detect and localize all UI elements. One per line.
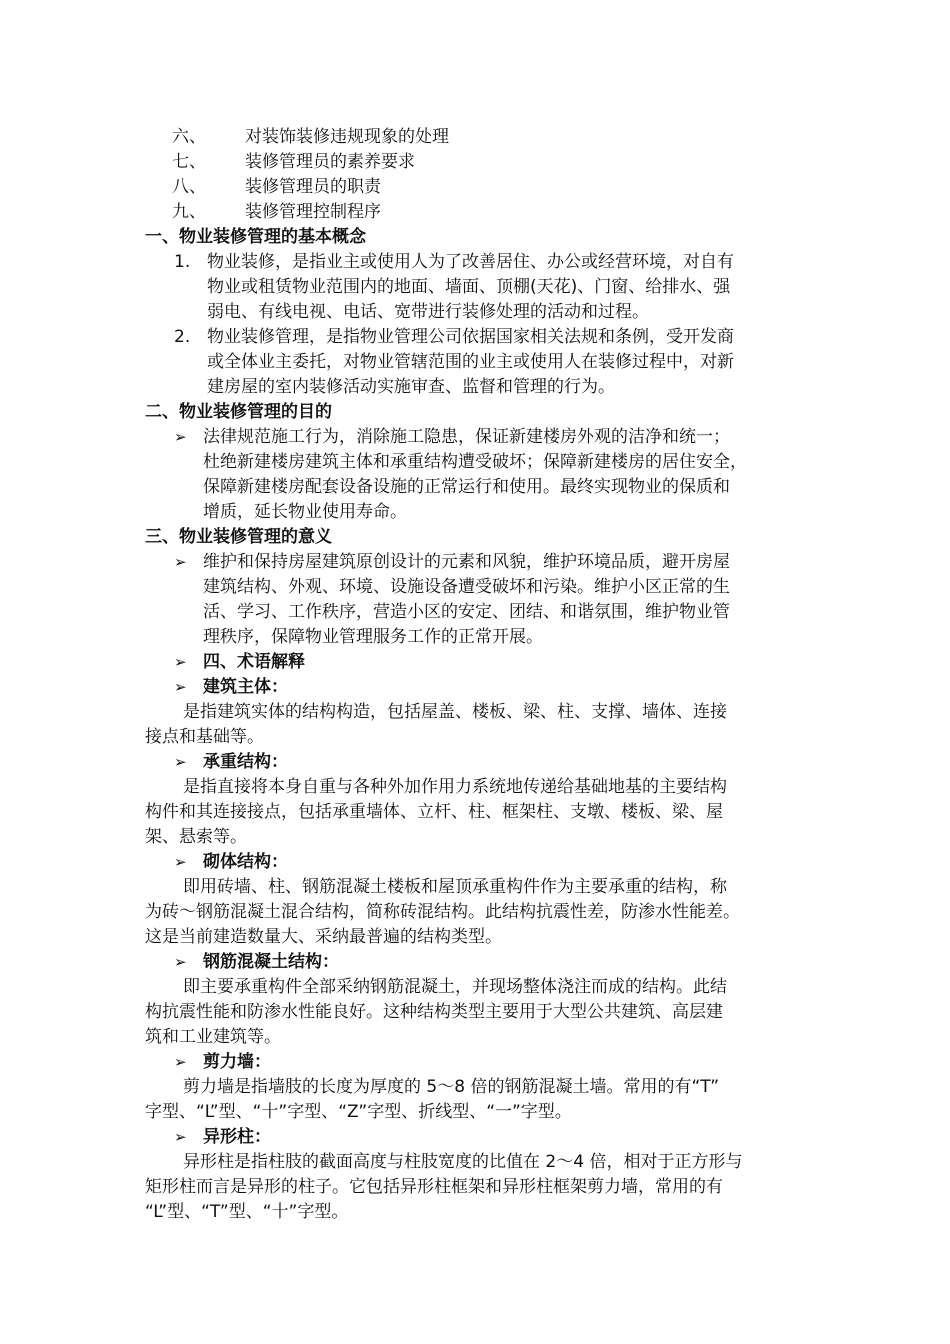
paragraph-line: 维护和保持房屋建筑原创设计的元素和风貌，维护环境品质，避开房屋: [203, 552, 730, 572]
paragraph-line: 理秩序，保障物业管理服务工作的正常开展。: [203, 627, 543, 647]
paragraph-line: 架、悬索等。: [145, 827, 247, 847]
arrow-bullet-icon: ➢: [174, 853, 187, 871]
paragraph-line: 弱电、有线电视、电话、宽带进行装修处理的活动和过程。: [207, 302, 649, 322]
paragraph-line: 法律规范施工行为，消除施工隐患，保证新建楼房外观的洁净和统一；: [203, 427, 730, 447]
paragraph-line: 保障新建楼房配套设备设施的正常运行和使用。最终实现物业的保质和: [203, 477, 730, 497]
paragraph-line: 物业或租赁物业范围内的地面、墙面、顶棚(天花)、门窗、给排水、强: [207, 277, 731, 297]
list-number: 1.: [174, 252, 191, 272]
paragraph-line: 是指建筑实体的结构构造，包括屋盖、楼板、梁、柱、支撑、墙体、连接: [183, 702, 727, 722]
arrow-bullet-icon: ➢: [174, 1128, 187, 1146]
paragraph-line: 杜绝新建楼房建筑主体和承重结构遭受破坏；保障新建楼房的居住安全，: [203, 452, 747, 472]
paragraph-line: 物业装修，是指业主或使用人为了改善居住、办公或经营环境，对自有: [207, 252, 734, 272]
paragraph-line: 活、学习、工作秩序，营造小区的安定、团结、和谐氛围，维护物业管: [203, 602, 730, 622]
toc-item: 对装饰装修违规现象的处理: [245, 127, 449, 147]
paragraph-line: 即主要承重构件全部采纳钢筋混凝土，并现场整体浇注而成的结构。此结: [183, 977, 727, 997]
toc-num: 六、: [172, 127, 206, 147]
paragraph-line: 建筑结构、外观、环境、设施设备遭受破坏和污染。维护小区正常的生: [203, 577, 730, 597]
paragraph-line: 异形柱是指柱肢的截面高度与柱肢宽度的比值在 2～4 倍，相对于正方形与: [183, 1152, 743, 1172]
paragraph-line: 或全体业主委托，对物业管辖范围的业主或使用人在装修过程中，对新: [207, 352, 734, 372]
paragraph-line: 矩形柱而言是异形的柱子。它包括异形柱框架和异形柱框架剪力墙，常用的有: [145, 1177, 723, 1197]
paragraph-line: 构抗震性能和防渗水性能良好。这种结构类型主要用于大型公共建筑、高层建: [145, 1002, 723, 1022]
paragraph-line: 这是当前建造数量大、采纳最普遍的结构类型。: [145, 927, 502, 947]
toc-num: 七、: [172, 152, 206, 172]
paragraph-line: 为砖～钢筋混凝土混合结构，简称砖混结构。此结构抗震性差，防渗水性能差。: [145, 902, 740, 922]
list-number: 2.: [174, 327, 191, 347]
term-title: 异形柱：: [203, 1127, 271, 1147]
arrow-bullet-icon: ➢: [174, 428, 187, 446]
toc-num: 九、: [172, 202, 206, 222]
paragraph-line: 即用砖墙、柱、钢筋混凝土楼板和屋顶承重构件作为主要承重的结构，称: [183, 877, 727, 897]
term-title: 剪力墙：: [203, 1052, 271, 1072]
section-heading: 一、物业装修管理的基本概念: [145, 227, 366, 247]
term-title: 钢筋混凝土结构：: [203, 952, 339, 972]
arrow-bullet-icon: ➢: [174, 678, 187, 696]
arrow-bullet-icon: ➢: [174, 1053, 187, 1071]
paragraph-line: 建房屋的室内装修活动实施审查、监督和管理的行为。: [207, 377, 615, 397]
toc-item: 装修管理员的素养要求: [245, 152, 415, 172]
section-heading: 三、物业装修管理的意义: [145, 527, 332, 547]
term-title: 承重结构：: [203, 752, 288, 772]
paragraph-line: 筑和工业建筑等。: [145, 1027, 281, 1047]
paragraph-line: “L”型、“T”型、“十”字型。: [145, 1202, 349, 1222]
toc-item: 装修管理控制程序: [245, 202, 381, 222]
paragraph-line: 是指直接将本身自重与各种外加作用力系统地传递给基础地基的主要结构: [183, 777, 727, 797]
paragraph-line: 字型、“L”型、“十”字型、“Z”字型、折线型、“一”字型。: [145, 1102, 572, 1122]
arrow-bullet-icon: ➢: [174, 653, 187, 671]
paragraph-line: 剪力墙是指墙肢的长度为厚度的 5～8 倍的钢筋混凝土墙。常用的有“T”: [183, 1077, 720, 1097]
paragraph-line: 接点和基础等。: [145, 727, 264, 747]
arrow-bullet-icon: ➢: [174, 553, 187, 571]
paragraph-line: 构件和其连接接点，包括承重墙体、立杆、柱、框架柱、支墩、楼板、梁、屋: [145, 802, 723, 822]
toc-item: 装修管理员的职责: [245, 177, 381, 197]
arrow-bullet-icon: ➢: [174, 953, 187, 971]
section-heading: 二、物业装修管理的目的: [145, 402, 332, 422]
term-title: 建筑主体：: [203, 677, 288, 697]
term-title: 砌体结构：: [203, 852, 288, 872]
arrow-bullet-icon: ➢: [174, 753, 187, 771]
paragraph-line: 增质，延长物业使用寿命。: [203, 502, 407, 522]
toc-num: 八、: [172, 177, 206, 197]
paragraph-line: 物业装修管理，是指物业管理公司依据国家相关法规和条例，受开发商: [207, 327, 734, 347]
section-heading: 四、术语解释: [203, 652, 305, 672]
